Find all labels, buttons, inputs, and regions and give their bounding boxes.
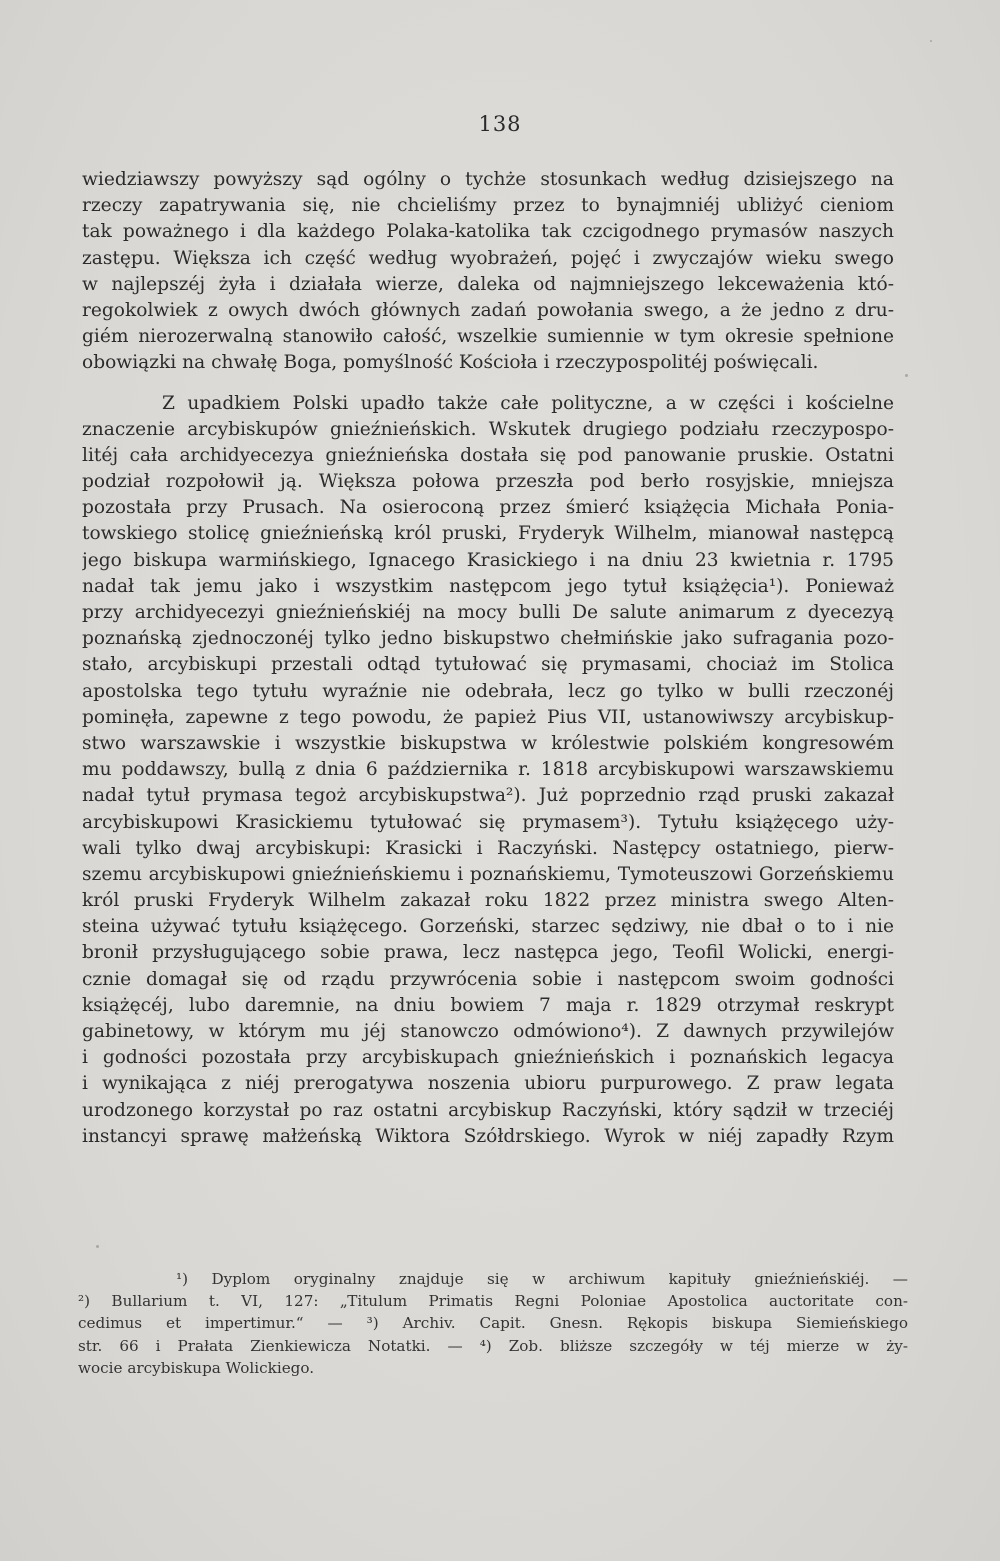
text-line: jego biskupa warmińskiego, Ignacego Krasickiego i na dniu 23 kwietnia r. 1795 <box>82 549 894 571</box>
paper-speck <box>930 40 932 42</box>
text-line: przy archidyecezyi gnieźnieńskiéj na mocy bulli De salute animarum z dyecezyą <box>82 602 894 623</box>
main-text <box>82 167 894 1150</box>
text-line: giém nierozerwalną stanowiło całość, wszelkie sumiennie w tym okresie spełnione <box>82 326 894 348</box>
text-line: towskiego stolicę gnieźnieńską król pruski, Fryderyk Wilhelm, mianował następcą <box>82 523 894 545</box>
text-line: regokolwiek z owych dwóch głównych zadań powołania swego, a że jedno z dru- <box>82 299 894 321</box>
footnote-line: wocie arcybiskupa Wolickiego. <box>78 1358 315 1377</box>
footnotes <box>78 1268 908 1379</box>
text-line: i wynikająca z niéj prerogatywa noszenia ubioru purpurowego. Z praw legata <box>82 1073 894 1095</box>
text-line: książęcéj, lubo daremnie, na dniu bowiem 7 maja r. 1829 otrzymał reskrypt <box>82 994 894 1016</box>
text-line: szemu arcybiskupowi gnieźnieńskiemu i poznańskiemu, Tymoteuszowi Gorzeńskiemu <box>82 863 894 885</box>
text-line: król pruski Fryderyk Wilhelm zakazał roku 1822 przez ministra swego Alten- <box>82 890 894 912</box>
paragraph-1 <box>82 167 894 377</box>
text-line: instancyi sprawę małżeńską Wiktora Szółdrskiego. Wyrok w niéj zapadły Rzym <box>82 1125 894 1147</box>
text-line: obowiązki na chwałę Boga, pomyślność Kościoła i rzeczypospolitéj poświęcali. <box>82 352 819 374</box>
text-line: wiedziawszy powyższy sąd ogólny o tychże stosunkach według dzisiejszego na <box>82 169 894 190</box>
text-line: rzeczy zapatrywania się, nie chcieliśmy przez to bynajmniéj ubliżyć cieniom <box>82 195 894 217</box>
text-line: tak poważnego i dla każdego Polaka-katolika tak czcigodnego prymasów naszych <box>82 221 894 243</box>
footnote-line: str. 66 i Prałata Zienkiewicza Notatki. — ⁴) Zob. bliższe szczegóły w téj mierze w ży- <box>78 1336 908 1355</box>
footnote-line: cedimus et impertimur.“ — ³) Archiv. Capit. Gnesn. Rękopis biskupa Siemieńskiego <box>78 1314 908 1333</box>
footnote-line: ¹) Dyplom oryginalny znajduje się w archiwum kapituły gnieźnieńskiéj. — <box>176 1270 908 1288</box>
text-line: apostolska tego tytułu wyraźnie nie odebrała, lecz go tylko w bulli rzeczonéj <box>82 680 894 702</box>
paper-speck <box>905 374 908 377</box>
text-line: arcybiskupowi Krasickiemu tytułować się prymasem³). Tytułu książęcego uży- <box>82 811 894 833</box>
text-line: urodzonego korzystał po raz ostatni arcybiskup Raczyński, który sądził w trzeciéj <box>82 1099 894 1121</box>
text-line: stwo warszawskie i wszystkie biskupstwa w królestwie polskiém kongresowém <box>82 732 894 754</box>
text-line: znaczenie arcybiskupów gnieźnieńskich. Wskutek drugiego podziału rzeczypospo- <box>82 418 894 440</box>
text-line: i godności pozostała przy arcybiskupach gnieźnieńskich i poznańskich legacya <box>82 1047 894 1069</box>
text-line: podział rozpołowił ją. Większa połowa przeszła pod berło rosyjskie, mniejsza <box>82 471 894 493</box>
page-number: 138 <box>478 112 522 136</box>
text-line: poznańską zjednoczonéj tylko jedno biskupstwo chełmińskie jako sufragania pozo- <box>82 628 894 650</box>
text-line: zastępu. Większa ich część według wyobrażeń, pojęć i zwyczajów wieku swego <box>82 247 894 269</box>
text-line: Z upadkiem Polski upadło także całe polityczne, a w części i kościelne <box>162 392 894 414</box>
text-line: stało, arcybiskupi przestali odtąd tytułować się prymasami, chociaż im Stolica <box>82 654 894 676</box>
text-line: steina używać tytułu książęcego. Gorzeński, starzec sędziwy, nie dbał o to i nie <box>82 916 894 938</box>
paragraph-2 <box>82 391 894 1150</box>
text-line: gabinetowy, w którym mu jéj stanowczo odmówiono⁴). Z dawnych przywilejów <box>82 1021 894 1042</box>
text-line: wali tylko dwaj arcybiskupi: Krasicki i Raczyński. Następcy ostatniego, pierw- <box>82 837 894 859</box>
paper-speck <box>96 1245 99 1248</box>
footnote-line: ²) Bullarium t. VI, 127: „Titulum Primatis Regni Poloniae Apostolica auctoritate con- <box>78 1292 908 1311</box>
text-line: pominęła, zapewne z tego powodu, że papież Pius VII, ustanowiwszy arcybiskup- <box>82 706 894 728</box>
text-line: nadał tytuł prymasa tegoż arcybiskupstwa²). Już poprzednio rząd pruski zakazał <box>82 785 894 807</box>
text-line: pozostała przy Prusach. Na osieroconą przez śmierć książęcia Michała Ponia- <box>82 497 894 519</box>
text-line: cznie domagał się od rządu przywrócenia sobie i następcom swoim godności <box>82 968 894 990</box>
text-line: mu poddawszy, bullą z dnia 6 października r. 1818 arcybiskupowi warszawskiemu <box>82 759 894 781</box>
text-line: litéj cała archidyecezya gnieźnieńska dostała się pod panowanie pruskie. Ostatni <box>82 444 894 466</box>
text-line: nadał tak jemu jako i wszystkim następcom jego tytuł książęcia¹). Ponieważ <box>82 575 894 597</box>
paragraph-gap <box>82 377 894 391</box>
text-line: bronił przysługującego sobie prawa, lecz następca jego, Teofil Wolicki, energi- <box>82 942 894 964</box>
text-line: w najlepszéj żyła i działała wierze, daleka od najmniejszego lekceważenia któ- <box>82 273 894 295</box>
